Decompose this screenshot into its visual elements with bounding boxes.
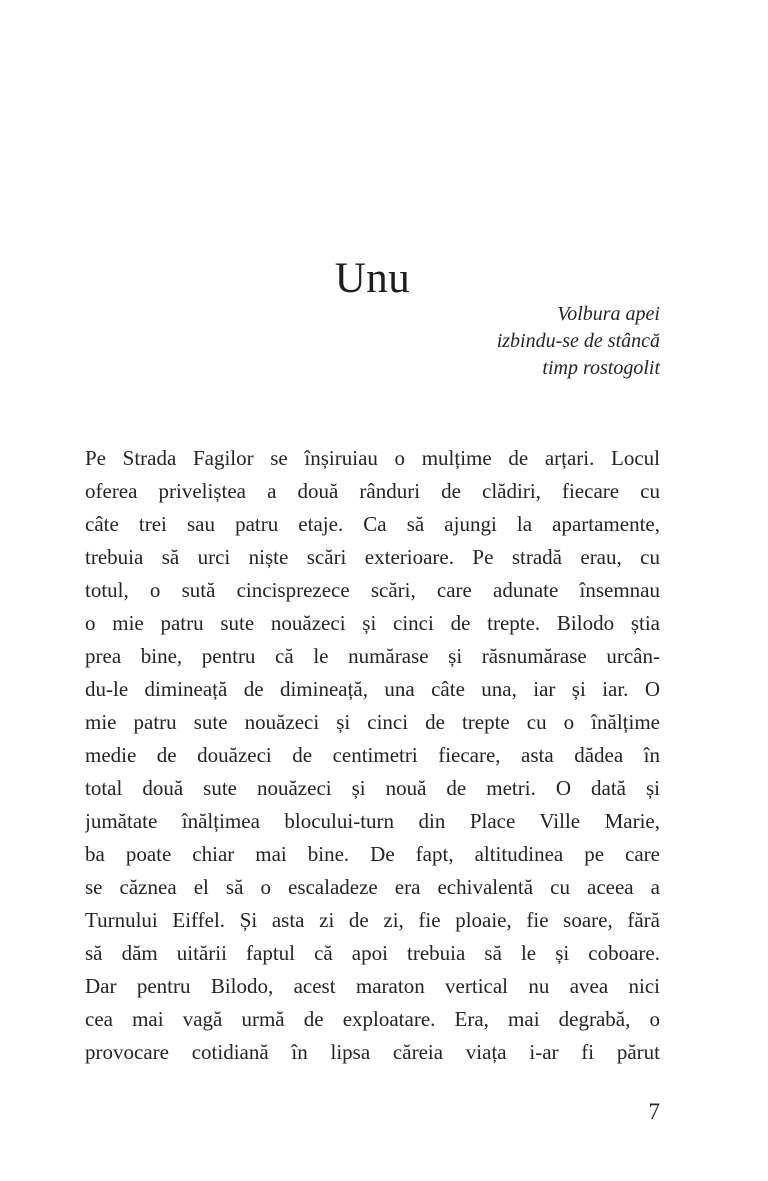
epigraph-line: Volbura apei: [557, 303, 660, 325]
epigraph: [85, 301, 660, 382]
body-line: cea mai vagă urmă de exploatare. Era, mai degrabă, o: [85, 1007, 660, 1031]
body-paragraph: [85, 442, 660, 1069]
body-line: provocare cotidiană în lipsa căreia viața i-ar fi părut: [85, 1040, 660, 1064]
epigraph-line: izbindu-se de stâncă: [496, 330, 660, 352]
body-line: jumătate înălțimea blocului-turn din Place Ville Marie,: [85, 809, 660, 833]
page-number: 7: [648, 1099, 660, 1124]
body-line: Turnului Eiffel. Și asta zi de zi, fie ploaie, fie soare, fără: [85, 908, 660, 932]
body-line: total două sute nouăzeci și nouă de metri. O dată și: [85, 776, 660, 800]
body-line: câte trei sau patru etaje. Ca să ajungi la apartamente,: [85, 512, 660, 536]
body-line: ba poate chiar mai bine. De fapt, altitudinea pe care: [85, 842, 660, 866]
epigraph-line: timp rostogolit: [542, 357, 660, 379]
body-line: trebuia să urci niște scări exterioare. Pe stradă erau, cu: [85, 545, 660, 569]
body-line: du-le dimineață de dimineață, una câte una, iar și iar. O: [85, 677, 660, 701]
body-line: mie patru sute nouăzeci și cinci de trepte cu o înălțime: [85, 710, 660, 734]
body-line: medie de douăzeci de centimetri fiecare, asta dădea în: [85, 743, 660, 767]
body-line: să dăm uitării faptul că apoi trebuia să le și coboare.: [85, 941, 660, 965]
body-line: Dar pentru Bilodo, acest maraton vertical nu avea nici: [85, 974, 660, 998]
chapter-title: Unu: [334, 254, 411, 302]
body-line: oferea priveliștea a două rânduri de clădiri, fiecare cu: [85, 479, 660, 503]
body-line: o mie patru sute nouăzeci și cinci de trepte. Bilodo știa: [85, 611, 660, 635]
body-line: se căznea el să o escaladeze era echivalentă cu aceea a: [85, 875, 660, 899]
body-line: totul, o sută cincisprezece scări, care adunate însemnau: [85, 578, 660, 602]
body-line: prea bine, pentru că le numărase și răsnumărase urcân-: [85, 644, 660, 668]
body-line: Pe Strada Fagilor se înșiruiau o mulțime de arțari. Locul: [85, 446, 660, 470]
